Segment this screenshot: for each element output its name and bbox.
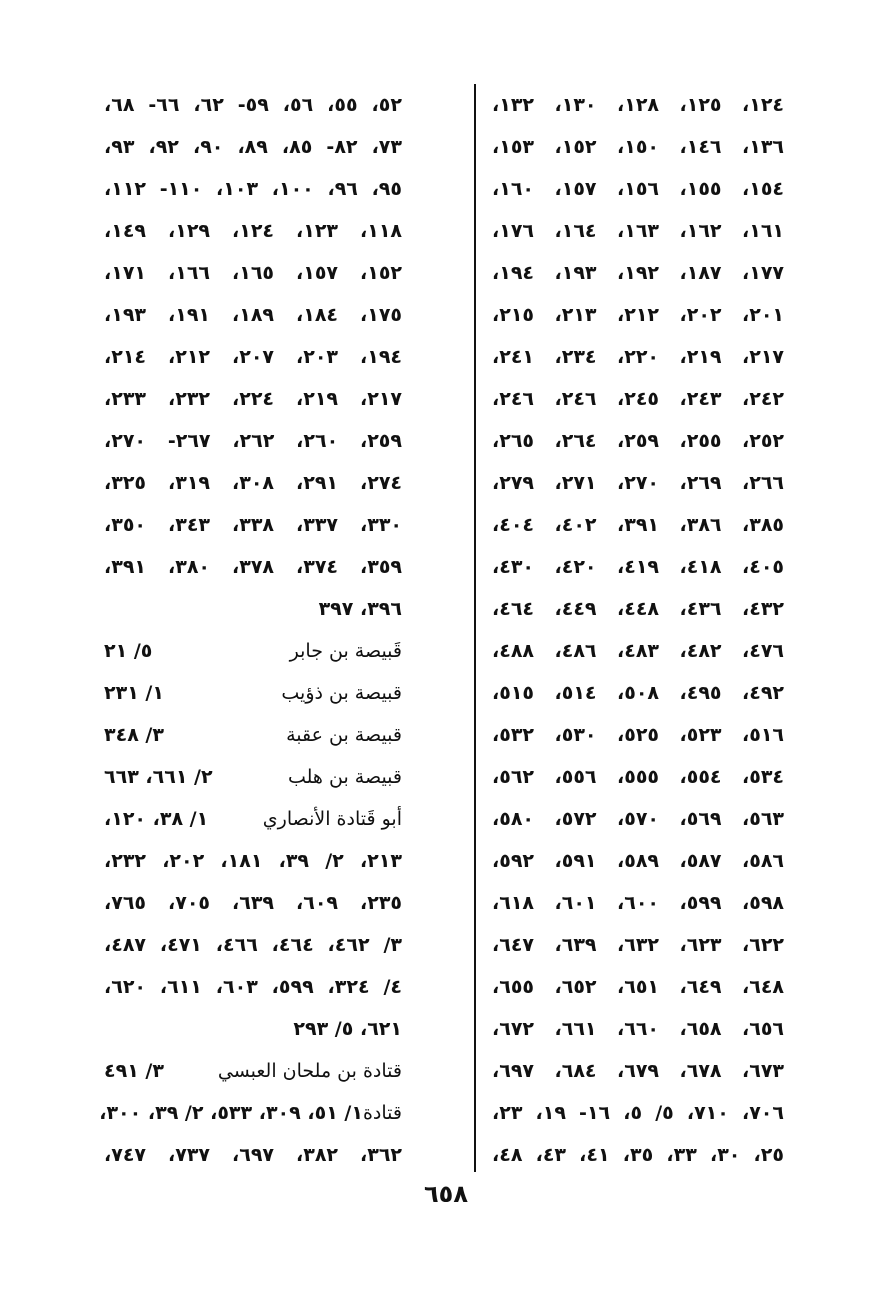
entry-name: قبيصة بن ذؤيب: [281, 682, 402, 704]
index-line: ٣/ ٤٦٢، ٤٦٤، ٤٦٦، ٤٧١، ٤٨٧،: [104, 934, 402, 956]
index-entry: [104, 714, 402, 756]
index-line: ١٢٤، ١٢٥، ١٢٨، ١٣٠، ١٣٢،: [492, 94, 785, 116]
entry-reference: ١/ ٥١، ٣٠٩، ٥٣٣، ٢/ ٣٩، ٣٠٠،: [99, 1102, 363, 1124]
index-line: ١٦١، ١٦٢، ١٦٣، ١٦٤، ١٧٦،: [492, 220, 785, 242]
index-column-left: [99, 84, 403, 1176]
entry-name: قبيصة بن عقبة: [286, 724, 402, 746]
index-line: ٦٤٨، ٦٤٩، ٦٥١، ٦٥٢، ٦٥٥،: [492, 976, 785, 998]
page-number: ٦٥٨: [424, 1180, 468, 1208]
index-line: ٣٦٢، ٣٨٢، ٦٩٧، ٧٣٧، ٧٤٧،: [104, 1144, 403, 1166]
index-entry: [99, 1092, 402, 1134]
index-line: ٣٨٥، ٣٨٦، ٣٩١، ٤٠٢، ٤٠٤،: [492, 514, 785, 536]
index-line: ١٥٢، ١٥٧، ١٦٥، ١٦٦، ١٧١،: [104, 262, 403, 284]
index-line: ٢٣٥، ٦٠٩، ٦٣٩، ٧٠٥، ٧٦٥،: [104, 892, 403, 914]
entry-name: قتادة بن ملحان العبسي: [217, 1060, 402, 1082]
index-line: ٦٧٣، ٦٧٨، ٦٧٩، ٦٨٤، ٦٩٧،: [492, 1060, 785, 1082]
index-line: ٢١٧، ٢١٩، ٢٢٤، ٢٣٢، ٢٣٣،: [104, 388, 403, 410]
index-line: ٣٥٩، ٣٧٤، ٣٧٨، ٣٨٠، ٣٩١،: [104, 556, 403, 578]
index-line: ١٩٤، ٢٠٣، ٢٠٧، ٢١٢، ٢١٤،: [104, 346, 403, 368]
index-line: ٤٩٢، ٤٩٥، ٥٠٨، ٥١٤، ٥١٥،: [492, 682, 785, 704]
index-line: ٣٩٦، ٣٩٧: [318, 598, 402, 620]
index-line: ١١٨، ١٢٣، ١٢٤، ١٢٩، ١٤٩،: [104, 220, 403, 242]
index-entry: [104, 798, 402, 840]
index-entry: [104, 756, 402, 798]
index-line: ٧٠٦، ٧١٠، ٥/ ٥، ١٦- ١٩، ٢٣،: [492, 1102, 784, 1124]
entry-name: قبيصة بن هلب: [287, 766, 402, 788]
entry-reference: ٥/ ٢١: [104, 640, 153, 662]
entry-reference: ١/ ٣٨، ١٢٠،: [104, 808, 209, 830]
entry-reference: ٣/ ٤٩١: [104, 1060, 164, 1082]
index-line: ٦٥٦، ٦٥٨، ٦٦٠، ٦٦١، ٦٧٢،: [492, 1018, 785, 1040]
index-line: ٤٣٢، ٤٣٦، ٤٤٨، ٤٤٩، ٤٦٤،: [492, 598, 785, 620]
index-line: ٤/ ٣٢٤، ٥٩٩، ٦٠٣، ٦١١، ٦٢٠،: [104, 976, 402, 998]
entry-name: قَبيصة بن جابر: [289, 640, 402, 662]
index-line: ٦٢٢، ٦٢٣، ٦٣٢، ٦٣٩، ٦٤٧،: [492, 934, 785, 956]
index-line: ٢٧٤، ٢٩١، ٣٠٨، ٣١٩، ٣٢٥،: [104, 472, 403, 494]
entry-name: أبو قَتادة الأنصاري: [262, 808, 402, 830]
index-line: ٤٧٦، ٤٨٢، ٤٨٣، ٤٨٦، ٤٨٨،: [492, 640, 785, 662]
index-line: ٥٣٤، ٥٥٤، ٥٥٥، ٥٥٦، ٥٦٢،: [492, 766, 785, 788]
entry-reference: ٢/ ٦٦١، ٦٦٣: [104, 766, 213, 788]
entry-name: قتادة: [362, 1102, 402, 1124]
index-line: ٢٦٦، ٢٦٩، ٢٧٠، ٢٧١، ٢٧٩،: [492, 472, 785, 494]
entry-reference: ٣/ ٣٤٨: [104, 724, 164, 746]
index-line: ٩٥، ٩٦، ١٠٠، ١٠٣، ١١٠- ١١٢،: [104, 178, 402, 200]
index-line: ١٣٦، ١٤٦، ١٥٠، ١٥٢، ١٥٣،: [492, 136, 785, 158]
column-divider: [474, 84, 476, 1172]
index-line: ٢٥، ٣٠، ٣٣، ٣٥، ٤١، ٤٣، ٤٨،: [492, 1144, 784, 1166]
index-line: ٢٤٢، ٢٤٣، ٢٤٥، ٢٤٦، ٢٤٦،: [492, 388, 785, 410]
entry-reference: ١/ ٢٣١: [104, 682, 164, 704]
index-entry: [104, 672, 402, 714]
index-line: ٢٠١، ٢٠٢، ٢١٢، ٢١٣، ٢١٥،: [492, 304, 785, 326]
index-line: ٥١٦، ٥٢٣، ٥٢٥، ٥٣٠، ٥٣٢،: [492, 724, 785, 746]
index-line: ١٥٤، ١٥٥، ١٥٦، ١٥٧، ١٦٠،: [492, 178, 785, 200]
index-line: ٣٣٠، ٣٣٧، ٣٣٨، ٣٤٣، ٣٥٠،: [104, 514, 403, 536]
index-line: ٤٠٥، ٤١٨، ٤١٩، ٤٢٠، ٤٣٠،: [492, 556, 785, 578]
index-line: ٢٥٩، ٢٦٠، ٢٦٢، ٢٦٧- ٢٧٠،: [104, 430, 402, 452]
index-entry: [104, 630, 402, 672]
index-line: ٥٩٨، ٥٩٩، ٦٠٠، ٦٠١، ٦١٨،: [492, 892, 785, 914]
index-line: ٥٦٣، ٥٦٩، ٥٧٠، ٥٧٢، ٥٨٠،: [492, 808, 785, 830]
index-line: ٢١٧، ٢١٩، ٢٢٠، ٢٣٤، ٢٤١،: [492, 346, 785, 368]
index-line: ١٧٥، ١٨٤، ١٨٩، ١٩١، ١٩٣،: [104, 304, 403, 326]
index-line: ٦٢١، ٥/ ٢٩٣: [293, 1018, 402, 1040]
index-column-right: [492, 84, 784, 1176]
index-line: ٥٢، ٥٥، ٥٦، ٥٩- ٦٢، ٦٦- ٦٨،: [104, 94, 402, 116]
index-line: ٢٥٢، ٢٥٥، ٢٥٩، ٢٦٤، ٢٦٥،: [492, 430, 785, 452]
index-entry: [104, 1050, 402, 1092]
index-line: ٥٨٦، ٥٨٧، ٥٨٩، ٥٩١، ٥٩٢،: [492, 850, 785, 872]
index-line: ٢١٣، ٢/ ٣٩، ١٨١، ٢٠٢، ٢٣٢،: [104, 850, 402, 872]
index-line: ١٧٧، ١٨٧، ١٩٢، ١٩٣، ١٩٤،: [492, 262, 785, 284]
index-line: ٧٣، ٨٢- ٨٥، ٨٩، ٩٠، ٩٢، ٩٣،: [104, 136, 402, 158]
